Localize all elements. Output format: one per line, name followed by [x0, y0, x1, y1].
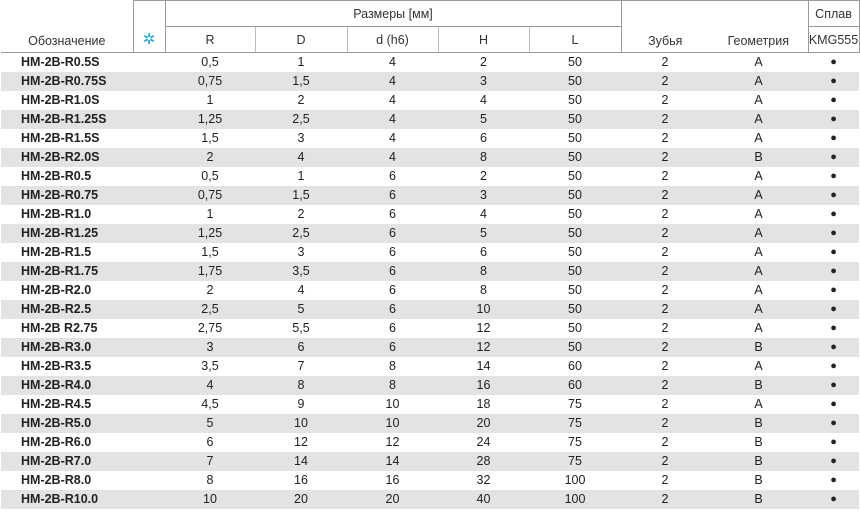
l-cell: 50 [568, 207, 582, 221]
snowflake-cell [133, 167, 165, 186]
teeth-cell: 2 [621, 186, 709, 205]
r-cell: 10 [165, 490, 255, 509]
alloy-group-header: Сплав [808, 1, 859, 27]
teeth-cell: 2 [621, 72, 709, 91]
col-header-h: H [438, 27, 529, 53]
designation-cell: HM-2B-R0.75S [1, 72, 133, 91]
h-cell: 12 [476, 321, 491, 335]
teeth-cell: 2 [661, 93, 669, 107]
geometry-cell: A [754, 359, 763, 373]
alloy-availability-dot: ● [808, 300, 859, 319]
snowflake-cell [133, 148, 165, 167]
table-row [1, 186, 859, 205]
h-cell: 8 [480, 283, 487, 297]
teeth-cell: 2 [621, 224, 709, 243]
designation-cell: HM-2B-R0.75 [1, 186, 133, 205]
designation-cell: HM-2B-R7.0 [1, 452, 133, 471]
col-header-d: D [255, 27, 347, 53]
teeth-cell: 2 [621, 414, 709, 433]
teeth-cell: 2 [621, 338, 709, 357]
geometry-cell: A [754, 55, 763, 69]
alloy-availability-dot: ● [808, 186, 859, 205]
r-cell: 0,5 [201, 169, 219, 183]
d-h6-cell: 8 [389, 359, 396, 373]
alloy-availability-dot: ● [830, 170, 837, 182]
r-cell: 0,75 [165, 72, 255, 91]
geometry-cell: B [754, 435, 763, 449]
geometry-cell: A [754, 245, 763, 259]
d-h6-cell: 4 [347, 72, 438, 91]
l-cell: 50 [529, 72, 621, 91]
snowflake-cell [133, 72, 165, 91]
teeth-cell: 2 [621, 376, 709, 395]
table-row [1, 319, 859, 338]
r-cell: 3 [165, 338, 255, 357]
alloy-availability-dot: ● [808, 452, 859, 471]
r-cell: 2 [206, 283, 214, 297]
d-h6-cell: 8 [347, 376, 438, 395]
designation-cell: HM-2B-R4.5 [21, 397, 92, 411]
h-cell: 3 [438, 186, 529, 205]
teeth-cell: 2 [621, 262, 709, 281]
geometry-cell: A [754, 397, 763, 411]
l-cell: 50 [568, 169, 582, 183]
geometry-cell: A [709, 262, 808, 281]
d-h6-cell: 6 [347, 262, 438, 281]
l-cell: 100 [564, 473, 586, 487]
d-h6-cell: 20 [347, 490, 438, 509]
alloy-availability-dot: ● [830, 208, 837, 220]
geometry-header: Геометрия [709, 1, 808, 53]
table-row [1, 300, 859, 319]
d-cell: 2 [297, 207, 305, 221]
snowflake-cell [133, 319, 165, 338]
teeth-cell: 2 [661, 359, 669, 373]
l-cell: 50 [568, 93, 582, 107]
teeth-cell: 2 [621, 490, 709, 509]
col-header-r: R [165, 27, 255, 53]
table-row [1, 243, 859, 262]
d-h6-cell: 12 [385, 435, 400, 449]
d-cell: 1 [297, 55, 305, 69]
geometry-cell: A [709, 110, 808, 129]
snowflake-cell [133, 471, 165, 490]
designation-cell: HM-2B-R0.5 [21, 169, 92, 183]
r-cell: 4 [165, 376, 255, 395]
d-cell: 2,5 [255, 224, 347, 243]
alloy-availability-dot: ● [830, 360, 837, 372]
l-cell: 75 [568, 435, 582, 449]
teeth-cell: 2 [621, 452, 709, 471]
snowflake-cell [133, 205, 165, 224]
geometry-cell: B [709, 414, 808, 433]
r-cell: 2,75 [197, 321, 223, 335]
table-row [1, 471, 859, 490]
snowflake-cell [133, 243, 165, 262]
dimensions-group-header: Размеры [мм] [165, 1, 621, 27]
d-cell: 9 [297, 397, 305, 411]
l-cell: 50 [529, 110, 621, 129]
designation-cell: HM-2B-R5.0 [1, 414, 133, 433]
h-cell: 5 [438, 110, 529, 129]
table-row [1, 91, 859, 110]
geometry-cell: A [709, 224, 808, 243]
geometry-cell: A [754, 169, 763, 183]
alloy-availability-dot: ● [808, 376, 859, 395]
h-cell: 3 [438, 72, 529, 91]
table-row [1, 72, 859, 91]
d-h6-cell: 6 [389, 169, 396, 183]
geometry-cell: B [709, 490, 808, 509]
designation-cell: HM-2B-R10.0 [1, 490, 133, 509]
r-cell: 6 [206, 435, 214, 449]
teeth-cell: 2 [661, 245, 669, 259]
teeth-cell: 2 [621, 148, 709, 167]
r-cell: 4,5 [201, 397, 219, 411]
d-cell: 4 [297, 283, 305, 297]
r-cell: 3,5 [201, 359, 219, 373]
l-cell: 60 [529, 376, 621, 395]
r-cell: 2,5 [165, 300, 255, 319]
r-cell: 5 [165, 414, 255, 433]
r-cell: 1,75 [165, 262, 255, 281]
designation-cell: HM-2B-R8.0 [21, 473, 92, 487]
d-cell: 1 [297, 169, 305, 183]
d-h6-cell: 14 [347, 452, 438, 471]
l-cell: 50 [568, 283, 582, 297]
l-cell: 50 [529, 148, 621, 167]
d-cell: 1,5 [255, 186, 347, 205]
d-h6-cell: 4 [389, 55, 396, 69]
geometry-cell: B [754, 473, 763, 487]
teeth-header: Зубья [621, 1, 709, 53]
d-h6-cell: 6 [347, 186, 438, 205]
d-cell: 3,5 [255, 262, 347, 281]
r-cell: 1 [206, 207, 214, 221]
col-header-l: L [529, 27, 621, 53]
l-cell: 75 [529, 414, 621, 433]
designation-header: Обозначение [1, 1, 133, 53]
table-row [1, 452, 859, 471]
snowflake-cell [133, 357, 165, 376]
r-cell: 1,25 [165, 224, 255, 243]
product-table [1, 0, 860, 509]
d-h6-cell: 10 [385, 397, 400, 411]
d-cell: 5,5 [292, 321, 310, 335]
designation-cell: HM-2B-R1.25 [1, 224, 133, 243]
d-h6-cell: 4 [347, 110, 438, 129]
r-cell: 1,5 [201, 131, 219, 145]
designation-cell: HM-2B-R3.5 [21, 359, 92, 373]
h-cell: 4 [480, 207, 487, 221]
table-row [1, 338, 859, 357]
table-row [1, 262, 859, 281]
r-cell: 7 [165, 452, 255, 471]
designation-cell: HM-2B-R2.0S [1, 148, 133, 167]
l-cell: 50 [529, 338, 621, 357]
d-h6-cell: 4 [389, 131, 396, 145]
r-cell: 1 [206, 93, 214, 107]
designation-cell: HM-2B-R1.25S [1, 110, 133, 129]
snowflake-cell [133, 300, 165, 319]
table-row [1, 224, 859, 243]
h-cell: 20 [438, 414, 529, 433]
d-cell: 5 [255, 300, 347, 319]
teeth-cell: 2 [661, 207, 669, 221]
snowflake-icon: ✲ [133, 1, 165, 53]
designation-cell: HM-2B R2.75 [21, 321, 98, 335]
designation-cell: HM-2B-R4.0 [1, 376, 133, 395]
l-cell: 50 [568, 245, 582, 259]
r-cell: 8 [206, 473, 214, 487]
alloy-availability-dot: ● [830, 246, 837, 258]
geometry-cell: B [709, 376, 808, 395]
h-cell: 18 [476, 397, 491, 411]
h-cell: 32 [476, 473, 491, 487]
d-cell: 2 [297, 93, 305, 107]
geometry-cell: A [754, 131, 763, 145]
r-cell: 0,75 [165, 186, 255, 205]
designation-cell: HM-2B-R0.5S [21, 55, 100, 69]
designation-cell: HM-2B-R1.5 [21, 245, 92, 259]
r-cell: 0,5 [201, 55, 219, 69]
d-h6-cell: 4 [389, 93, 396, 107]
teeth-cell: 2 [661, 473, 669, 487]
table-row [1, 395, 859, 414]
h-cell: 5 [438, 224, 529, 243]
designation-cell: HM-2B-R1.5S [21, 131, 100, 145]
d-cell: 3 [297, 245, 305, 259]
table-row [1, 281, 859, 300]
geometry-cell: A [754, 283, 763, 297]
teeth-cell: 2 [661, 55, 669, 69]
snowflake-cell [133, 110, 165, 129]
alloy-header: KMG555 [808, 27, 859, 53]
h-cell: 2 [480, 169, 487, 183]
d-h6-cell: 16 [385, 473, 400, 487]
alloy-availability-dot: ● [830, 398, 837, 410]
d-h6-cell: 6 [389, 283, 396, 297]
l-cell: 50 [568, 55, 582, 69]
snowflake-cell [133, 338, 165, 357]
d-cell: 1,5 [255, 72, 347, 91]
table-row [1, 490, 859, 509]
d-cell: 7 [297, 359, 305, 373]
alloy-availability-dot: ● [808, 224, 859, 243]
teeth-cell: 2 [661, 397, 669, 411]
col-header-d-h6: d (h6) [347, 27, 438, 53]
h-cell: 28 [438, 452, 529, 471]
table-row [1, 129, 859, 148]
geometry-cell: A [709, 300, 808, 319]
table-body [1, 53, 859, 510]
teeth-cell: 2 [621, 110, 709, 129]
l-cell: 100 [529, 490, 621, 509]
d-cell: 10 [255, 414, 347, 433]
designation-cell: HM-2B-R1.0S [21, 93, 100, 107]
h-cell: 4 [480, 93, 487, 107]
designation-cell: HM-2B-R1.0 [21, 207, 92, 221]
r-cell: 1,25 [165, 110, 255, 129]
h-cell: 8 [438, 148, 529, 167]
alloy-availability-dot: ● [830, 94, 837, 106]
l-cell: 50 [529, 224, 621, 243]
table-row [1, 433, 859, 452]
d-cell: 6 [255, 338, 347, 357]
alloy-availability-dot: ● [830, 474, 837, 486]
h-cell: 6 [480, 245, 487, 259]
h-cell: 10 [438, 300, 529, 319]
d-h6-cell: 6 [347, 338, 438, 357]
l-cell: 50 [568, 321, 582, 335]
h-cell: 24 [476, 435, 491, 449]
l-cell: 75 [568, 397, 582, 411]
geometry-cell: B [709, 148, 808, 167]
designation-cell: HM-2B-R6.0 [21, 435, 92, 449]
table-row [1, 357, 859, 376]
alloy-availability-dot: ● [830, 56, 837, 68]
alloy-availability-dot: ● [830, 436, 837, 448]
teeth-cell: 2 [661, 283, 669, 297]
geometry-cell: B [709, 452, 808, 471]
designation-cell: HM-2B-R2.5 [1, 300, 133, 319]
geometry-cell: A [709, 186, 808, 205]
snowflake-cell [133, 262, 165, 281]
geometry-cell: B [709, 338, 808, 357]
table-row [1, 53, 859, 73]
h-cell: 6 [480, 131, 487, 145]
alloy-availability-dot: ● [808, 72, 859, 91]
snowflake-cell [133, 433, 165, 452]
snowflake-cell [133, 224, 165, 243]
l-cell: 50 [529, 262, 621, 281]
snowflake-cell [133, 91, 165, 110]
geometry-cell: A [754, 207, 763, 221]
h-cell: 2 [480, 55, 487, 69]
teeth-cell: 2 [661, 321, 669, 335]
d-h6-cell: 10 [347, 414, 438, 433]
d-cell: 2,5 [255, 110, 347, 129]
alloy-availability-dot: ● [808, 148, 859, 167]
r-cell: 2 [165, 148, 255, 167]
table-row [1, 167, 859, 186]
d-cell: 14 [255, 452, 347, 471]
d-cell: 8 [255, 376, 347, 395]
teeth-cell: 2 [621, 300, 709, 319]
d-cell: 16 [294, 473, 308, 487]
alloy-availability-dot: ● [830, 132, 837, 144]
d-h6-cell: 6 [389, 245, 396, 259]
h-cell: 16 [438, 376, 529, 395]
designation-cell: HM-2B-R1.75 [1, 262, 133, 281]
snowflake-cell [133, 490, 165, 509]
table-row [1, 110, 859, 129]
table-row [1, 376, 859, 395]
alloy-availability-dot: ● [808, 262, 859, 281]
geometry-cell: A [709, 72, 808, 91]
d-cell: 20 [255, 490, 347, 509]
teeth-cell: 2 [661, 169, 669, 183]
snowflake-cell [133, 376, 165, 395]
d-cell: 4 [255, 148, 347, 167]
table-row [1, 148, 859, 167]
l-cell: 60 [568, 359, 582, 373]
geometry-cell: A [754, 321, 763, 335]
h-cell: 14 [476, 359, 491, 373]
r-cell: 1,5 [201, 245, 219, 259]
designation-cell: HM-2B-R3.0 [1, 338, 133, 357]
snowflake-cell [133, 414, 165, 433]
snowflake-cell [133, 186, 165, 205]
alloy-availability-dot: ● [830, 284, 837, 296]
teeth-cell: 2 [661, 131, 669, 145]
d-h6-cell: 4 [347, 148, 438, 167]
d-cell: 3 [297, 131, 305, 145]
l-cell: 50 [568, 131, 582, 145]
alloy-availability-dot: ● [808, 338, 859, 357]
d-h6-cell: 6 [389, 321, 396, 335]
alloy-availability-dot: ● [808, 490, 859, 509]
snowflake-cell [133, 395, 165, 414]
snowflake-cell [133, 129, 165, 148]
d-h6-cell: 6 [347, 300, 438, 319]
h-cell: 12 [438, 338, 529, 357]
table-row [1, 205, 859, 224]
l-cell: 75 [529, 452, 621, 471]
snowflake-cell [133, 53, 165, 73]
table-row [1, 414, 859, 433]
h-cell: 40 [438, 490, 529, 509]
snowflake-cell [133, 452, 165, 471]
alloy-availability-dot: ● [808, 414, 859, 433]
alloy-availability-dot: ● [808, 110, 859, 129]
teeth-cell: 2 [661, 435, 669, 449]
d-h6-cell: 6 [347, 224, 438, 243]
designation-cell: HM-2B-R2.0 [21, 283, 92, 297]
d-h6-cell: 6 [389, 207, 396, 221]
d-cell: 12 [294, 435, 308, 449]
snowflake-cell [133, 281, 165, 300]
h-cell: 8 [438, 262, 529, 281]
l-cell: 50 [529, 186, 621, 205]
alloy-availability-dot: ● [830, 322, 837, 334]
geometry-cell: A [754, 93, 763, 107]
l-cell: 50 [529, 300, 621, 319]
